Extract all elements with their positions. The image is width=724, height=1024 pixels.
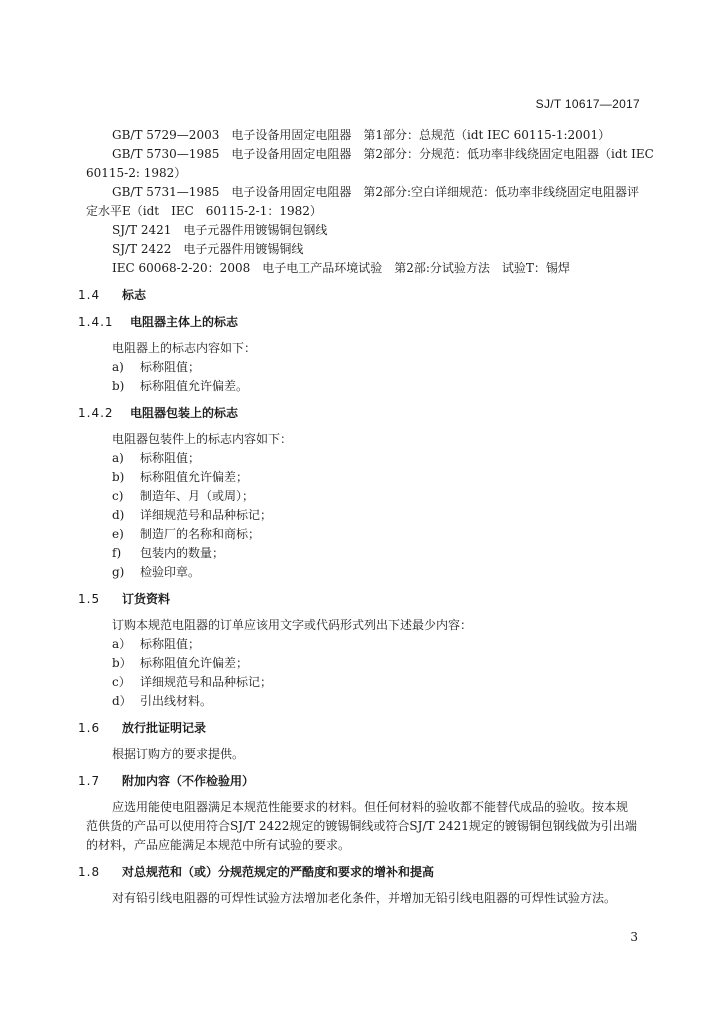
list-text: 标称阻值； [140,637,201,651]
section-heading-1-4-1 [78,313,640,332]
reference-list [86,126,654,278]
section-intro: 电阻器上的标志内容如下： [112,341,257,355]
section-title: 电阻器主体上的标志 [130,315,239,329]
section-heading-1-4 [78,286,640,305]
section-number: 1.4 [78,288,101,302]
reference-line: GB/T 5729—2003 电子设备用固定电阻器 第1部分：总规范（idt IEC 60115-1:2001） [112,128,611,142]
list-item [86,506,640,525]
list-marker: e) [112,527,124,541]
reference-line: GB/T 5730—1985 电子设备用固定电阻器 第2部分：分规范：低功率非线绕固定电阻器（idt IEC [112,147,654,161]
list-text: 标称阻值允许偏差； [140,470,249,484]
document-body [78,126,654,908]
list-marker: g) [112,565,125,579]
section-paragraph: 根据订购方的要求提供。 [112,747,245,761]
section-intro: 订购本规范电阻器的订单应该用文字或代码形式列出下述最少内容： [112,618,473,632]
paragraph-line: 范供货的产品可以使用符合SJ/T 2422规定的镀锡铜线或符合SJ/T 2421规定的镀锡铜包钢线做为引出端 [86,819,637,833]
list-marker: c) [112,489,124,503]
list-item [86,544,640,563]
reference-line: 60115-2: 1982） [86,166,187,180]
list-text: 详细规范号和品种标记； [140,508,273,522]
section-title: 放行批证明记录 [122,721,207,735]
section-heading-1-5 [78,590,640,609]
list-text: 详细规范号和品种标记； [140,675,273,689]
section-heading-1-7 [78,772,640,791]
list-item [86,654,640,673]
list-item [86,487,640,506]
section-heading-1-4-2 [78,404,640,423]
section-number: 1.4.1 [78,315,114,329]
section-title: 附加内容（不作检验用） [122,774,255,788]
list-text: 标称阻值； [140,451,201,465]
list-item [86,525,640,544]
list-marker: b） [112,656,132,670]
list-text: 标称阻值允许偏差； [140,656,249,670]
section-number: 1.5 [78,592,101,606]
list-text: 制造年、月（或周）； [140,489,255,503]
list-text: 标称阻值允许偏差。 [140,379,249,393]
list-item [86,358,640,377]
list-text: 标称阻值； [140,360,201,374]
reference-line: GB/T 5731—1985 电子设备用固定电阻器 第2部分:空白详细规范：低功率非线绕固定电阻器评 [112,185,640,199]
reference-line: IEC 60068-2-20：2008 电子电工产品环境试验 第2部:分试验方法 试验T：锡焊 [112,261,570,275]
list-marker: d) [112,508,125,522]
section-heading-1-8 [78,863,640,882]
list-item [86,635,640,654]
page-number: 3 [630,930,638,944]
list-text: 检验印章。 [140,565,201,579]
list-marker: a） [112,637,132,651]
reference-line: SJ/T 2422 电子元器件用镀锡铜线 [112,242,304,256]
section-title: 电阻器包装上的标志 [130,406,239,420]
list-item [86,673,640,692]
list-item [86,468,640,487]
section-number: 1.4.2 [78,406,114,420]
list-item [86,692,640,711]
reference-line: 定水平E（idt IEC 60115-2-1：1982） [86,204,322,218]
list-marker: f) [112,546,122,560]
reference-line: SJ/T 2421 电子元器件用镀锡铜包钢线 [112,223,328,237]
list-item [86,377,640,396]
list-marker: b) [112,379,125,393]
list-marker: d） [112,694,132,708]
section-heading-1-6 [78,719,640,738]
section-number: 1.6 [78,721,101,735]
list-text: 引出线材料。 [140,694,213,708]
list-text: 包装内的数量； [140,546,225,560]
list-marker: a) [112,451,124,465]
section-number: 1.7 [78,774,101,788]
section-title: 对总规范和（或）分规范规定的严酷度和要求的增补和提高 [122,865,435,879]
section-intro: 电阻器包装件上的标志内容如下： [112,432,293,446]
section-number: 1.8 [78,865,101,879]
paragraph-line: 应选用能使电阻器满足本规范性能要求的材料。但任何材料的验收都不能替代成品的验收。按本规 [112,800,629,814]
list-marker: c） [112,675,131,689]
section-paragraph: 对有铅引线电阻器的可焊性试验方法增加老化条件，并增加无铅引线电阻器的可焊性试验方法。 [112,891,617,905]
list-item [86,449,640,468]
list-text: 制造厂的名称和商标； [140,527,261,541]
doc-header-id: SJ/T 10617—2017 [535,97,640,111]
section-title: 订货资料 [122,592,171,606]
section-title: 标志 [122,288,147,302]
paragraph-line: 的材料，产品应能满足本规范中所有试验的要求。 [86,838,351,852]
list-marker: b) [112,470,125,484]
list-item [86,563,640,582]
list-marker: a) [112,360,124,374]
